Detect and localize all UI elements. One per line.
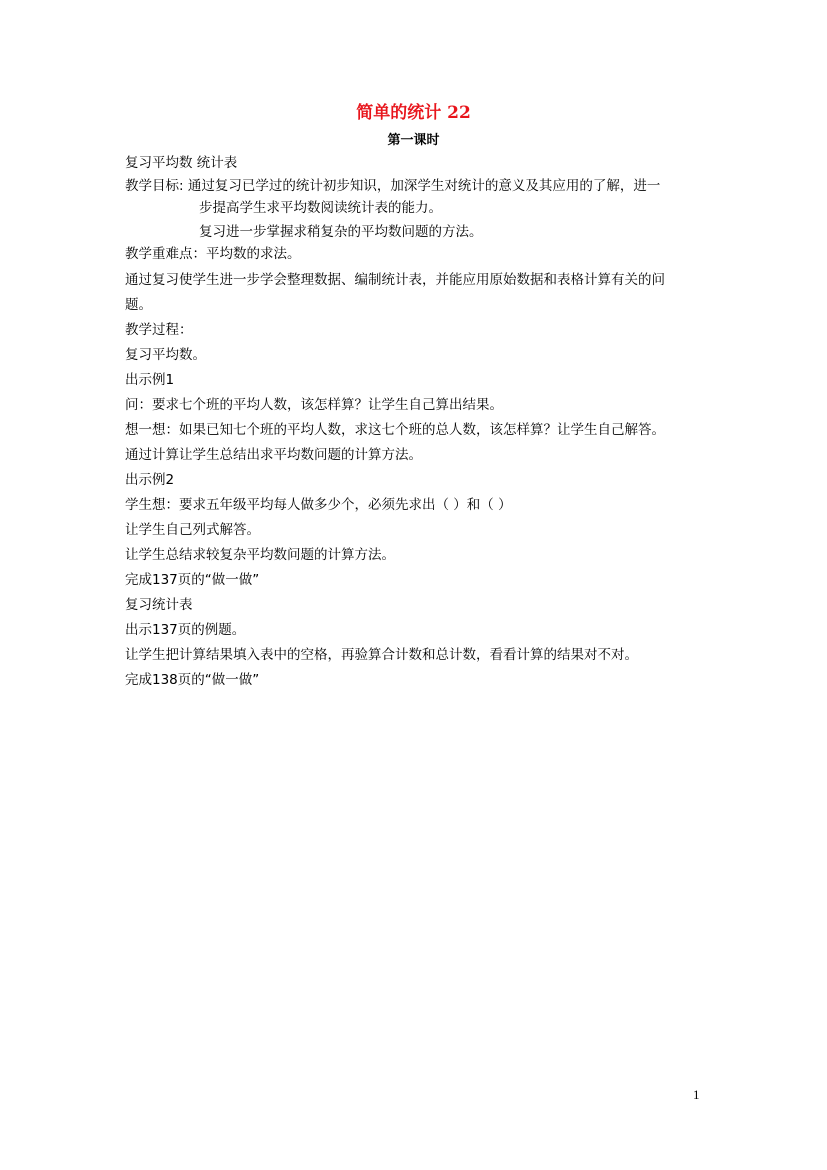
review-table-heading: 复习统计表 <box>125 597 193 613</box>
show-example-line: 出示137页的例题。 <box>125 622 246 638</box>
complete-page-138-line: 完成138页的“做一做” <box>125 672 260 688</box>
page-number: 1 <box>693 1087 700 1102</box>
example-2-line: 出示例2 <box>125 472 175 488</box>
summary-method-line: 通过计算让学生总结出求平均数问题的计算方法。 <box>125 447 422 463</box>
review-purpose-line-2: 题。 <box>125 297 152 313</box>
self-solve-line: 让学生自己列式解答。 <box>125 522 260 538</box>
document-subtitle: 第一课时 <box>387 133 440 148</box>
student-think-line: 学生想：要求五年级平均每人做多少个，必须先求出（ ）和（ ） <box>125 497 512 513</box>
think-line: 想一想：如果已知七个班的平均人数，求这七个班的总人数，该怎样算？让学生自己解答。 <box>125 422 665 438</box>
document-title: 简单的统计 22 <box>356 103 471 123</box>
fill-table-line: 让学生把计算结果填入表中的空格，再验算合计数和总计数，看看计算的结果对不对。 <box>125 647 638 663</box>
teaching-goal-line-3: 复习进一步掌握求稍复杂的平均数问题的方法。 <box>199 224 483 240</box>
teaching-goal-line-1: 教学目标: 通过复习已学过的统计初步知识，加深学生对统计的意义及其应用的了解，进一 <box>125 178 661 194</box>
teaching-goal-line-2: 步提高学生求平均数阅读统计表的能力。 <box>199 200 442 216</box>
key-difficulty-line: 教学重难点：平均数的求法。 <box>125 246 301 262</box>
teaching-process-heading: 教学过程： <box>125 322 193 338</box>
example-1-line: 出示例1 <box>125 372 175 388</box>
review-purpose-line-1: 通过复习使学生进一步学会整理数据、编制统计表，并能应用原始数据和表格计算有关的问 <box>125 272 665 288</box>
review-average-line: 复习平均数。 <box>125 347 206 363</box>
question-line: 问：要求七个班的平均人数，该怎样算？让学生自己算出结果。 <box>125 397 503 413</box>
summary-complex-line: 让学生总结求较复杂平均数问题的计算方法。 <box>125 547 395 563</box>
complete-page-137-line: 完成137页的“做一做” <box>125 572 260 588</box>
section-heading-review: 复习平均数 统计表 <box>125 155 238 171</box>
